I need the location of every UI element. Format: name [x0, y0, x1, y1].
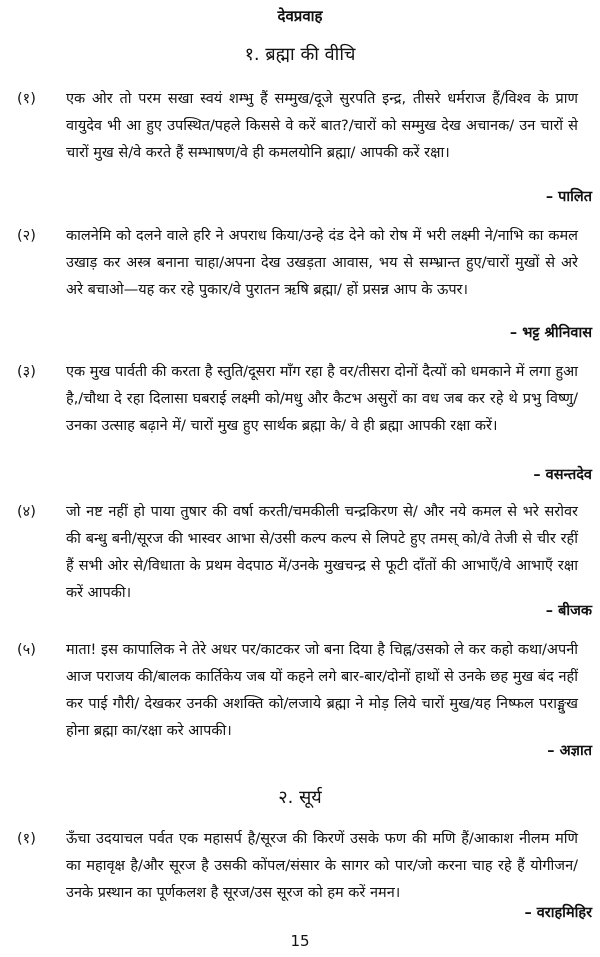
- verse-text: ऊँचा उदयाचल पर्वत एक महासर्प है/सूरज की किरणें उसके फण की मणि हैं/आकाश नीलम मणि का महावृक्ष है/और सूरज है उसकी कोंपल/संसार के सागर को पार/जो करना चाह रहे हैं योगीजन/उनके प्रस्थान का पूर्णकलश है सूरज/उस सूरज को हम करें नमन।: [66, 831, 578, 901]
- page-number: 15: [290, 932, 310, 950]
- running-head: देवप्रवाह: [277, 7, 323, 25]
- verse-text: माता! इस कापालिक ने तेरे अधर पर/काटकर जो बना दिया है चिह्न/उसको ले कर कहो कथा/अपनी आज पराजय की/बालक कार्तिकेय जब यों कहने लगे बार-बार/दोनों हाथों से उनके छह मुख बंद नहीं कर पाई गौरी/ देखकर उनकी अशक्ति को/लजाये ब्रह्मा ने मोड़ लिये चारों मुख/यह निष्फल पराङ्मुख होना ब्रह्मा का/रक्षा करे आपकी।: [66, 642, 578, 739]
- verse-text: जो नष्ट नहीं हो पाया तुषार की वर्षा करती/चमकीली चन्द्रकिरण से/ और नये कमल से भरे सरोवर की बन्धु बनी/सूरज की भास्वर आभा से/उसी कल्प कल्प से लिपटे हुए तमस् को/वे तेजी से चीर रहीं हैं सभी ओर से/विधाता के प्रथम वेदपाठ में/उनके मुखचन्द्र से फूटी दाँतों की आभाएँ/वे आभाएँ रक्षा करें आपकी।: [66, 504, 578, 601]
- verse-attribution: – वराहमिहिर: [524, 905, 592, 921]
- verse-number: (४): [17, 504, 36, 520]
- verse-text: कालनेमि को दलने वाले हरि ने अपराध किया/उन्हे दंड देने को रोष में भरी लक्ष्मी ने/नाभि का कमल उखाड़ कर अस्त्र बनाना चाहा/अपना देख उखड़ता आवास, भय से सम्भ्रान्त हुए/चारों मुखों से अरे अरे बचाओ—यह कर रहे पुकार/वे पुरातन ऋषि ब्रह्मा/ हों प्रसन्न आप के ऊपर।: [66, 228, 578, 298]
- verse-attribution: – बीजक: [545, 603, 592, 619]
- verse-number: (३): [17, 364, 36, 380]
- verse-text: एक मुख पार्वती की करता है स्तुति/दूसरा माँग रहा है वर/तीसरा दोनों दैत्यों को धमकाने में लगा हुआ है,/चौथा दे रहा दिलासा घबराई लक्ष्मी को/मधु और कैटभ असुरों का वध जब कर रहे थे प्रभु विष्णु/ उनका उत्साह बढ़ाने में/ चारों मुख हुए सार्थक ब्रह्मा के/ वे ही ब्रह्मा आपकी रक्षा करें।: [66, 364, 578, 434]
- verse-attribution: – पालित: [545, 189, 592, 205]
- verse-number: (१): [17, 831, 36, 847]
- verse-text: एक ओर तो परम सखा स्वयं शम्भु हैं सम्मुख/दूजे सुरपति इन्द्र, तीसरे धर्मराज हैं/विश्व के प्राण वायुदेव भी आ हुए उपस्थित/पहले किससे वे करें बात?/चारों को सम्मुख देख अचानक/ उन चारों से चारों मुख से/वे करते हैं सम्भाषण/वे ही कमलयोनि ब्रह्मा/ आपकी करें रक्षा।: [66, 91, 578, 161]
- verse-attribution: – भट्ट श्रीनिवास: [509, 325, 592, 341]
- verse-number: (२): [17, 228, 36, 244]
- section-heading-surya: २. सूर्य: [278, 787, 322, 808]
- verse-attribution: – वसन्तदेव: [533, 467, 592, 483]
- verse-number: (५): [17, 642, 36, 658]
- verse-attribution: – अज्ञात: [547, 743, 592, 759]
- section-heading-brahma: १. ब्रह्मा की वीचि: [244, 44, 356, 65]
- verse-number: (१): [17, 91, 36, 107]
